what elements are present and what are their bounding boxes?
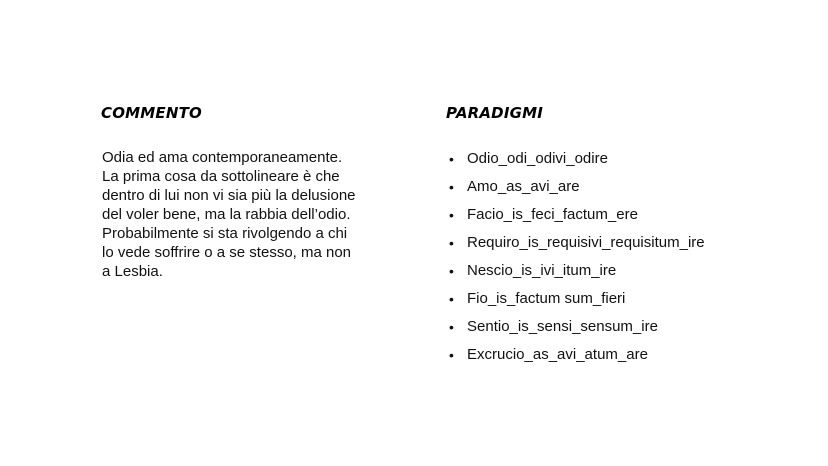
paradigm-text: Sentio_is_sensi_sensum_ire — [467, 318, 658, 335]
paradigm-text: Facio_is_feci_factum_ere — [467, 206, 638, 223]
bullet-icon: • — [449, 179, 454, 195]
bullet-icon: • — [449, 291, 454, 307]
bullet-icon: • — [449, 235, 454, 251]
comment-line-7: a Lesbia. — [102, 263, 163, 280]
comment-line-1: Odia ed ama contemporaneamente. — [102, 149, 343, 166]
comment-line-5: Probabilmente si sta rivolgendo a chi — [102, 225, 348, 242]
paradigm-text: Requiro_is_requisivi_requisitum_ire — [467, 234, 705, 251]
paradigm-item-7 — [446, 316, 786, 344]
comment-paragraph — [102, 148, 382, 281]
comment-line-4: del voler bene, ma la rabbia dell’odio. — [102, 206, 351, 223]
comment-line-6: lo vede soffrire o a se stesso, ma non — [102, 244, 352, 261]
paradigms-heading: PARADIGMI — [446, 104, 544, 122]
paradigm-text: Amo_as_avi_are — [467, 178, 580, 195]
bullet-icon: • — [449, 347, 454, 363]
paradigm-item-4 — [446, 232, 786, 260]
paradigm-item-5 — [446, 260, 786, 288]
paradigm-text: Fio_is_factum sum_fieri — [467, 290, 626, 307]
paradigm-item-2 — [446, 176, 786, 204]
paradigm-text: Excrucio_as_avi_atum_are — [467, 346, 648, 363]
paradigm-item-8 — [446, 344, 786, 372]
comment-heading: COMMENTO — [101, 104, 202, 122]
bullet-icon: • — [449, 319, 454, 335]
paradigm-item-3 — [446, 204, 786, 232]
paradigm-list — [446, 148, 786, 372]
comment-line-2: La prima cosa da sottolineare è che — [102, 168, 340, 185]
paradigm-item-6 — [446, 288, 786, 316]
bullet-icon: • — [449, 207, 454, 223]
paradigm-text: Odio_odi_odivi_odire — [467, 150, 608, 167]
paradigm-item-1 — [446, 148, 786, 176]
comment-line-3: dentro di lui non vi sia più la delusione — [102, 187, 356, 204]
bullet-icon: • — [449, 151, 454, 167]
bullet-icon: • — [449, 263, 454, 279]
paradigm-text: Nescio_is_ivi_itum_ire — [467, 262, 617, 279]
